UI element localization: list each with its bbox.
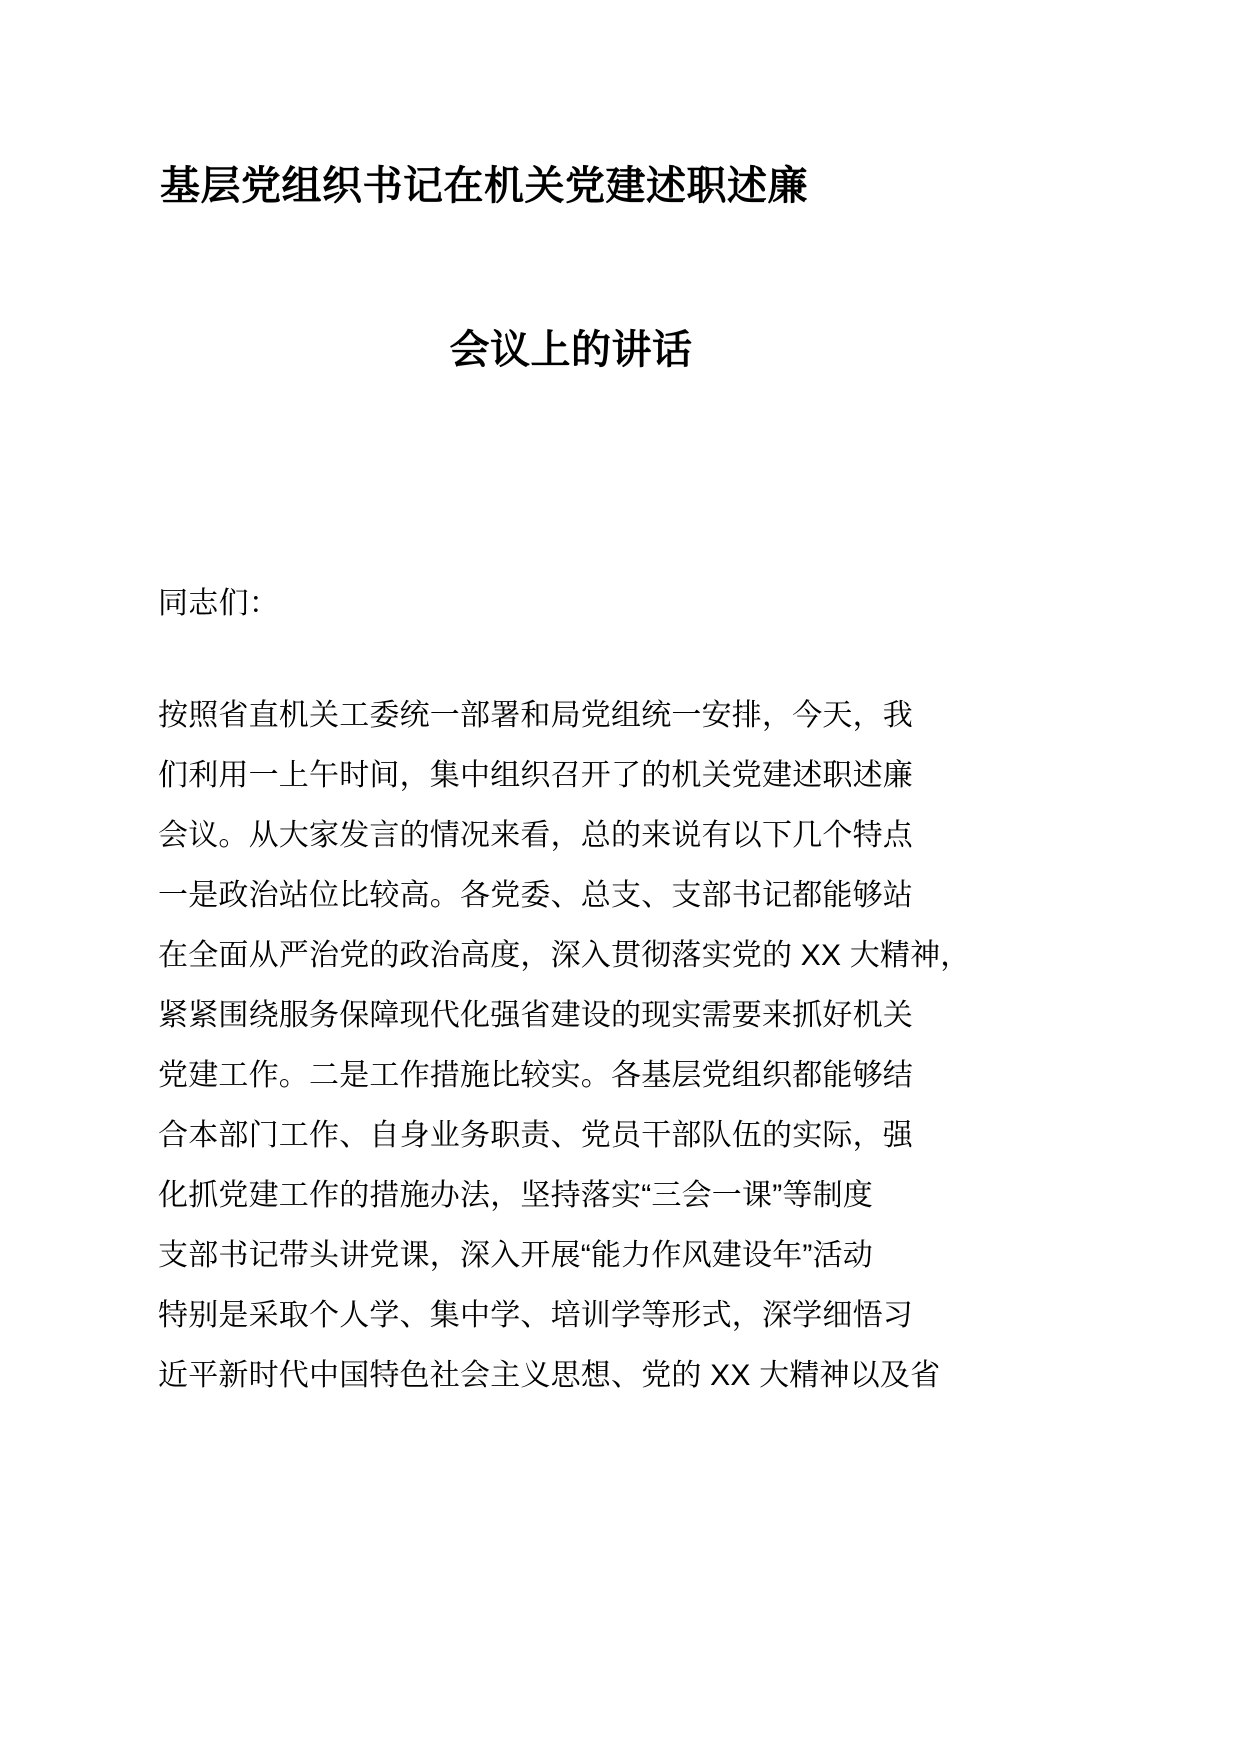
body-line: 在全面从严治党的政治高度，深入贯彻落实党的 XX 大精神， xyxy=(158,939,971,972)
document-title xyxy=(158,0,984,376)
document-content xyxy=(158,0,984,1406)
salutation: 同志们： xyxy=(158,587,280,620)
body-line: 们利用一上午时间，集中组织召开了的机关党建述职述廉 xyxy=(158,759,913,792)
body-line: 会议。从大家发言的情况来看，总的来说有以下几个特点 xyxy=(158,819,913,852)
body-line: 支部书记带头讲党课，深入开展“能力作风建设年”活动 xyxy=(158,1239,873,1272)
body-line: 一是政治站位比较高。各党委、总支、支部书记都能够站 xyxy=(158,879,913,912)
document-title-line-1: 基层党组织书记在机关党建述职述廉 xyxy=(160,164,808,208)
body-line: 近平新时代中国特色社会主义思想、党的 XX 大精神以及省 xyxy=(158,1359,941,1392)
body-line: 合本部门工作、自身业务职责、党员干部队伍的实际，强 xyxy=(158,1119,913,1152)
document-title-line-2: 会议上的讲话 xyxy=(449,328,693,372)
body-line: 紧紧围绕服务保障现代化强省建设的现实需要来抓好机关 xyxy=(158,999,913,1032)
body-line: 特别是采取个人学、集中学、培训学等形式，深学细悟习 xyxy=(158,1299,913,1332)
body-line: 按照省直机关工委统一部署和局党组统一安排，今天，我 xyxy=(158,699,913,732)
body-line: 化抓党建工作的措施办法，坚持落实“三会一课”等制度 xyxy=(158,1179,873,1212)
body-paragraph xyxy=(158,686,984,1406)
body-line: 党建工作。二是工作措施比较实。各基层党组织都能够结 xyxy=(158,1059,913,1092)
